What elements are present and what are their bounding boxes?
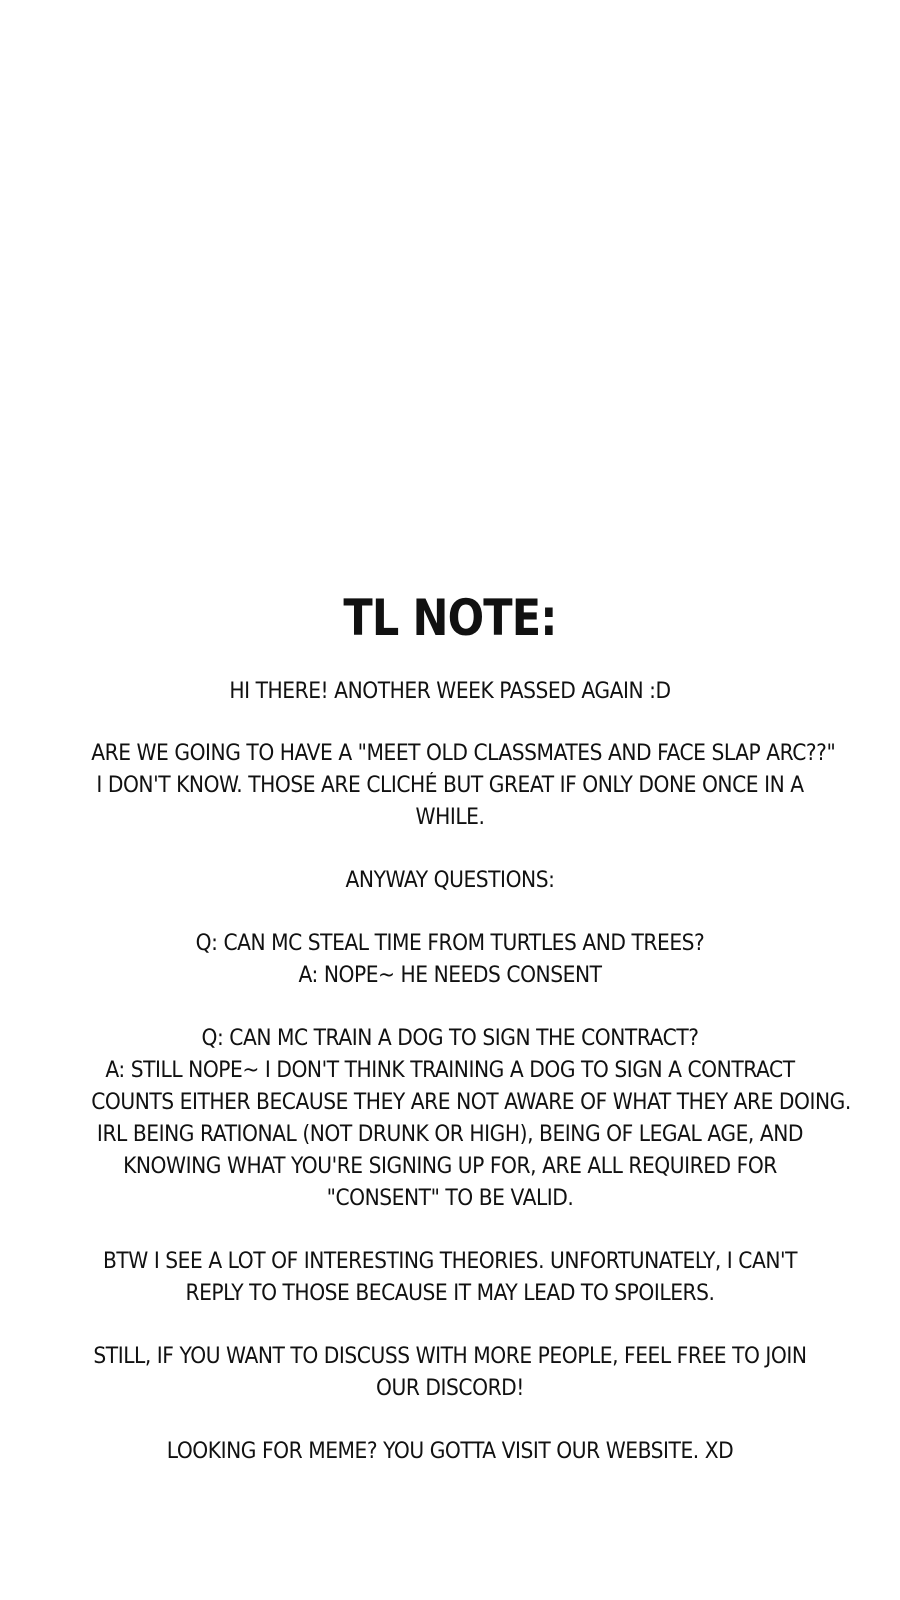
answer-line: A: STILL NOPE~ I DON'T THINK TRAINING A DOG TO SIGN A CONTRACT — [105, 1058, 795, 1083]
answer-line: "CONSENT" TO BE VALID. — [326, 1186, 574, 1211]
theories-paragraph — [60, 1246, 840, 1310]
theories-line: BTW I SEE A LOT OF INTERESTING THEORIES. UNFORTUNATELY, I CAN'T — [102, 1249, 798, 1274]
arc-paragraph — [60, 738, 840, 834]
answer-line: COUNTS EITHER BECAUSE THEY ARE NOT AWARE OF WHAT THEY ARE DOING. — [91, 1090, 851, 1115]
meme-paragraph — [60, 1436, 840, 1468]
qa-block-2 — [60, 1023, 851, 1215]
question-line: Q: CAN MC STEAL TIME FROM TURTLES AND TREES? — [195, 931, 705, 956]
answer-line: A: NOPE~ HE NEEDS CONSENT — [298, 963, 602, 988]
arc-line: WHILE. — [415, 805, 485, 830]
tl-note — [60, 588, 851, 1499]
theories-line: REPLY TO THOSE BECAUSE IT MAY LEAD TO SPOILERS. — [185, 1281, 715, 1306]
answer-line: KNOWING WHAT YOU'RE SIGNING UP FOR, ARE ALL REQUIRED FOR — [123, 1154, 777, 1179]
qa-block-1 — [60, 928, 840, 992]
discord-line: OUR DISCORD! — [376, 1376, 524, 1401]
question-line: Q: CAN MC TRAIN A DOG TO SIGN THE CONTRACT? — [201, 1026, 699, 1051]
discord-paragraph — [60, 1341, 840, 1405]
greeting-paragraph — [60, 676, 840, 708]
greeting-line: HI THERE! ANOTHER WEEK PASSED AGAIN :D — [229, 679, 671, 704]
questions-header — [60, 865, 840, 897]
arc-line: ARE WE GOING TO HAVE A "MEET OLD CLASSMATES AND FACE SLAP ARC??" — [91, 741, 836, 766]
answer-line: IRL BEING RATIONAL (NOT DRUNK OR HIGH), BEING OF LEGAL AGE, AND — [96, 1122, 804, 1147]
meme-line: LOOKING FOR MEME? YOU GOTTA VISIT OUR WEBSITE. XD — [166, 1439, 734, 1464]
questions-header-line: ANYWAY QUESTIONS: — [345, 868, 555, 893]
discord-line: STILL, IF YOU WANT TO DISCUSS WITH MORE PEOPLE, FEEL FREE TO JOIN — [93, 1344, 807, 1369]
note-title: TL NOTE: — [343, 589, 557, 647]
arc-line: I DON'T KNOW. THOSE ARE CLICHÉ BUT GREAT IF ONLY DONE ONCE IN A — [96, 773, 804, 798]
